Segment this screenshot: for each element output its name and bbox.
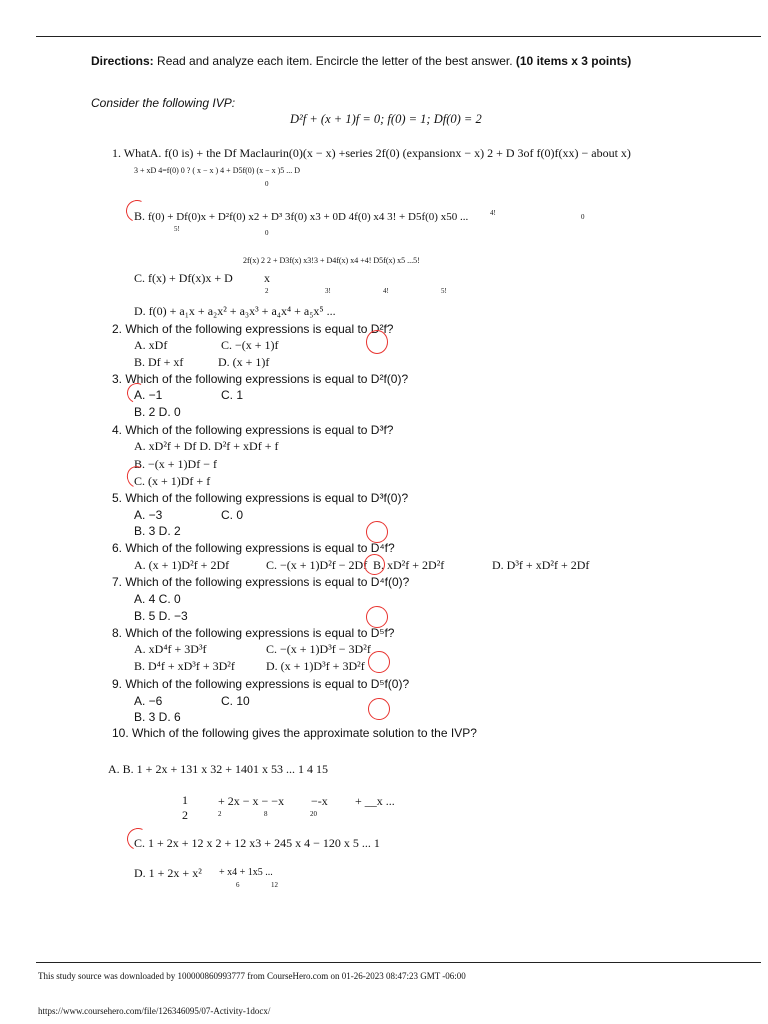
q6-option-d: D. D³f + xD²f + 2Df	[492, 558, 590, 572]
bottom-rule	[36, 962, 761, 963]
q7-stem: 7. Which of the following expressions is equal to D⁴f(0)?	[112, 575, 410, 589]
q1-c-den-5: 5!	[441, 287, 447, 295]
q10-option-ab: A. B. 1 + 2x + 131 x 32 + 1401 x 53 ... 1 4 15	[108, 762, 328, 776]
q5-option-b: B. 3 D. 2	[134, 524, 181, 538]
q1-b-zero-right: 0	[581, 213, 585, 221]
directions-points: (10 items x 3 points)	[515, 54, 632, 68]
q10-mid-line3: + __x ...	[355, 794, 395, 808]
q1-b-prefix: B.	[134, 209, 149, 223]
q2-option-a: A. xDf	[134, 338, 168, 352]
q1-b-den-4: 4!	[490, 209, 496, 217]
q1-c-den-2: 2	[265, 287, 269, 295]
q1-option-c: C. f(x) + Df(x)x + D	[134, 271, 233, 285]
directions	[91, 54, 631, 68]
q10-frac-1: 1	[182, 793, 188, 807]
q6-option-b: B. xD²f + 2D²f	[373, 558, 445, 572]
q10-mid-line2: −-x	[311, 794, 328, 808]
q2-stem: 2. Which of the following expressions is equal to D²f?	[112, 322, 394, 336]
q1-line2: 3 + xD 4=f(0) 0 ? ( x − x ) 4 + D5f(0) (x − x )5 ... D	[134, 166, 301, 175]
q9-stem: 9. Which of the following expressions is equal to D⁵f(0)?	[112, 677, 410, 691]
footer-source: This study source was downloaded by 100000860993777 from CourseHero.com on 01-26-2023 08:47:23 GMT -06:00	[38, 971, 466, 981]
q10-den-20: 20	[310, 810, 317, 818]
q6-option-c: C. −(x + 1)D²f − 2Df	[266, 558, 368, 572]
q9-option-b: B. 3 D. 6	[134, 710, 181, 724]
q4-option-a: A. xD²f + Df D. D²f + xDf + f	[134, 439, 279, 453]
q2-option-c: C. −(x + 1)f	[221, 338, 279, 352]
q10-d-den-12: 12	[271, 881, 278, 889]
annotation-circle-q8-d	[368, 651, 390, 673]
q4-stem: 4. Which of the following expressions is equal to D³f?	[112, 423, 394, 437]
q6-stem: 6. Which of the following expressions is equal to D⁴f?	[112, 541, 395, 555]
q10-option-c: C. 1 + 2x + 12 x 2 + 12 x3 + 245 x 4 − 120 x 5 ... 1	[134, 836, 380, 850]
q10-frac-2: 2	[182, 808, 188, 822]
directions-text: Read and analyze each item. Encircle the letter of the best answer.	[153, 54, 516, 68]
q1-c-den-3: 3!	[325, 287, 331, 295]
annotation-circle-q6	[366, 521, 388, 543]
top-rule	[36, 36, 761, 37]
q1-b-text: f(0) + Df(0)x + D²f(0) x2 + D³ 3f(0) x3 + 0D 4f(0) x4 3! + D5f(0) x50 ...	[148, 211, 469, 223]
q3-option-b: B. 2 D. 0	[134, 405, 181, 419]
q8-option-d: D. (x + 1)D³f + 3D²f	[266, 659, 365, 673]
q2-option-d: D. (x + 1)f	[218, 355, 270, 369]
q8-option-b: B. D⁴f + xD³f + 3D²f	[134, 659, 235, 673]
q7-option-a: A. 4 C. 0	[134, 592, 181, 606]
q1-b-zero-below: 0	[265, 229, 269, 237]
q10-den-8: 8	[264, 810, 268, 818]
q9-option-c: C. 10	[221, 694, 250, 708]
q1-line2-zero: 0	[265, 180, 269, 188]
q8-option-c: C. −(x + 1)D³f − 3D²f	[266, 642, 371, 656]
q10-mid-line: + 2x − x − −x	[218, 794, 285, 808]
q1-option-d: D. f(0) + a₁x + a₂x² + a₃x³ + a₄x⁴ + a₅x⁵ ...	[134, 304, 336, 318]
q1-option-b	[134, 209, 468, 224]
q3-option-c: C. 1	[221, 388, 244, 402]
ivp-intro: Consider the following IVP:	[91, 96, 236, 110]
annotation-circle-q9	[368, 698, 390, 720]
q5-stem: 5. Which of the following expressions is equal to D³f(0)?	[112, 491, 409, 505]
q6-option-a: A. (x + 1)D²f + 2Df	[134, 558, 230, 572]
q3-stem: 3. Which of the following expressions is equal to D²f(0)?	[112, 372, 409, 386]
q3-option-a: A. −1	[134, 388, 163, 402]
q4-option-c: C. (x + 1)Df + f	[134, 474, 211, 488]
q1-c-top: 2f(x) 2 2 + D3f(x) x3!3 + D4f(x) x4 +4! D5f(x) x5 ...5!	[243, 256, 420, 265]
directions-label: Directions:	[91, 54, 154, 68]
q10-stem: 10. Which of the following gives the approximate solution to the IVP?	[112, 726, 477, 740]
q8-option-a: A. xD⁴f + 3D³f	[134, 642, 207, 656]
q9-option-a: A. −6	[134, 694, 163, 708]
footer-url[interactable]: https://www.coursehero.com/file/126346095/07-Activity-1docx/	[38, 1006, 271, 1016]
q7-option-b: B. 5 D. −3	[134, 609, 188, 623]
q10-d-den-6: 6	[236, 881, 240, 889]
q1-c-x: x	[264, 271, 270, 285]
q1-b-den-5: 5!	[174, 225, 180, 233]
q2-option-b: B. Df + xf	[134, 355, 184, 369]
annotation-circle-q2	[366, 330, 388, 354]
q8-stem: 8. Which of the following expressions is equal to D⁵f?	[112, 626, 395, 640]
q4-option-b: B. −(x + 1)Df − f	[134, 457, 217, 471]
q10-option-d-tail: + x4 + 1x5 ...	[219, 867, 273, 878]
q10-option-d: D. 1 + 2x + x²	[134, 866, 202, 880]
annotation-circle-q8	[366, 606, 388, 628]
annotation-circle-q6-b	[364, 554, 385, 575]
q1-line1: 1. WhatA. f(0 is) + the Df Maclaurin(0)(x − x) +series 2f(0) (expansionx − x) 2 + D 3of f(0)f(xx) − about x)	[112, 146, 631, 160]
ivp-equation: D²f + (x + 1)f = 0; f(0) = 1; Df(0) = 2	[290, 112, 482, 126]
q10-den-2: 2	[218, 810, 222, 818]
q1-c-den-4: 4!	[383, 287, 389, 295]
q5-option-c: C. 0	[221, 508, 244, 522]
q5-option-a: A. −3	[134, 508, 163, 522]
